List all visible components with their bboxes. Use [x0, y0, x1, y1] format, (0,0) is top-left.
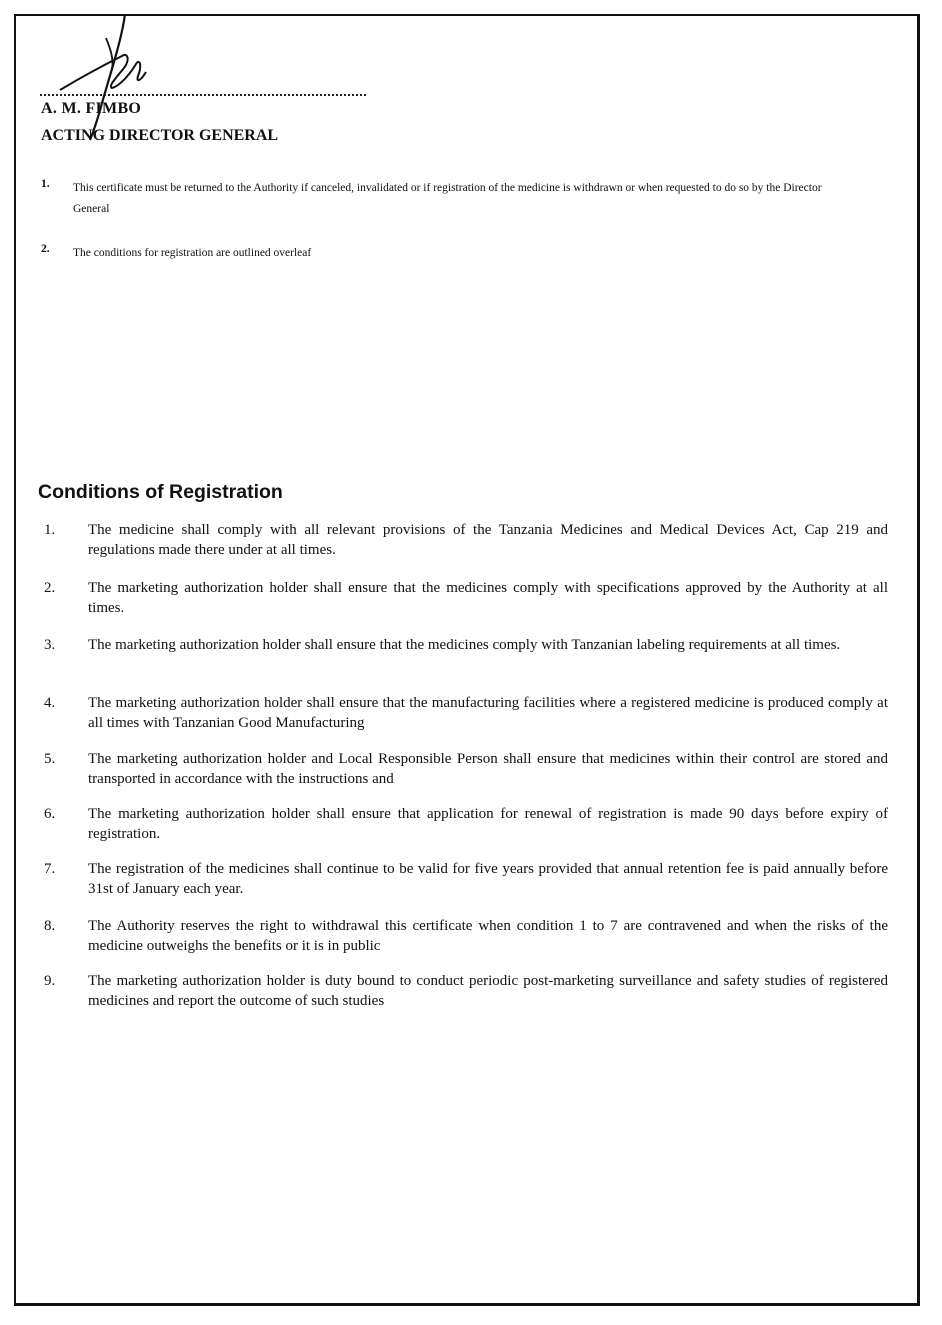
- condition-number: 6.: [44, 806, 56, 822]
- condition-text: The marketing authorization holder shall ensure that the medicines comply with Tanzanian labeling requirements at all times.: [88, 637, 841, 653]
- note-text: This certificate must be returned to the Authority if canceled, invalidated or if registration of the medicine is withdrawn or when requested to do so by the Director General: [73, 182, 822, 215]
- condition-text: The medicine shall comply with all relevant provisions of the Tanzania Medicines and Medical Devices Act, Cap 219 and regulations made there under at all times.: [88, 522, 888, 558]
- signature-line: [40, 94, 366, 96]
- conditions-heading: Conditions of Registration: [38, 481, 283, 503]
- signer-name: A. M. FIMBO: [41, 100, 142, 117]
- condition-number: 9.: [44, 973, 56, 989]
- condition-item: [42, 693, 888, 733]
- condition-number: 7.: [44, 861, 56, 877]
- note-item: [41, 243, 311, 264]
- condition-item: [42, 859, 888, 899]
- note-item: [41, 178, 831, 220]
- condition-text: The marketing authorization holder shall ensure that the manufacturing facilities where a registered medicine is produced comply at all times with Tanzanian Good Manufacturing: [88, 695, 888, 731]
- condition-item: [42, 804, 888, 844]
- condition-number: 2.: [44, 580, 56, 596]
- note-text: The conditions for registration are outlined overleaf: [73, 247, 312, 259]
- signer-title: ACTING DIRECTOR GENERAL: [41, 127, 279, 144]
- condition-item: [42, 578, 888, 618]
- condition-item: [42, 635, 888, 655]
- condition-number: 8.: [44, 918, 56, 934]
- condition-text: The marketing authorization holder is duty bound to conduct periodic post-marketing surveillance and safety studies of registered medicines and report the outcome of such studies: [88, 973, 888, 1009]
- condition-text: The marketing authorization holder and Local Responsible Person shall ensure that medicines within their control are stored and transported in accordance with the instructions and: [88, 751, 888, 787]
- condition-number: 3.: [44, 637, 56, 653]
- note-number: 1.: [41, 178, 50, 190]
- condition-text: The marketing authorization holder shall ensure that application for renewal of registration is made 90 days before expiry of registration.: [88, 806, 888, 842]
- note-number: 2.: [41, 243, 50, 255]
- condition-text: The registration of the medicines shall continue to be valid for five years provided that annual retention fee is paid annually before 31st of January each year.: [88, 861, 888, 897]
- condition-item: [42, 971, 888, 1011]
- condition-number: 4.: [44, 695, 56, 711]
- condition-number: 1.: [44, 522, 56, 538]
- condition-item: [42, 916, 888, 956]
- condition-number: 5.: [44, 751, 56, 767]
- condition-text: The Authority reserves the right to withdrawal this certificate when condition 1 to 7 are contravened and when the risks of the medicine outweighs the benefits or it is in public: [88, 918, 888, 954]
- condition-item: [42, 520, 888, 560]
- condition-text: The marketing authorization holder shall ensure that the medicines comply with specifications approved by the Authority at all times.: [88, 580, 888, 616]
- condition-item: [42, 749, 888, 789]
